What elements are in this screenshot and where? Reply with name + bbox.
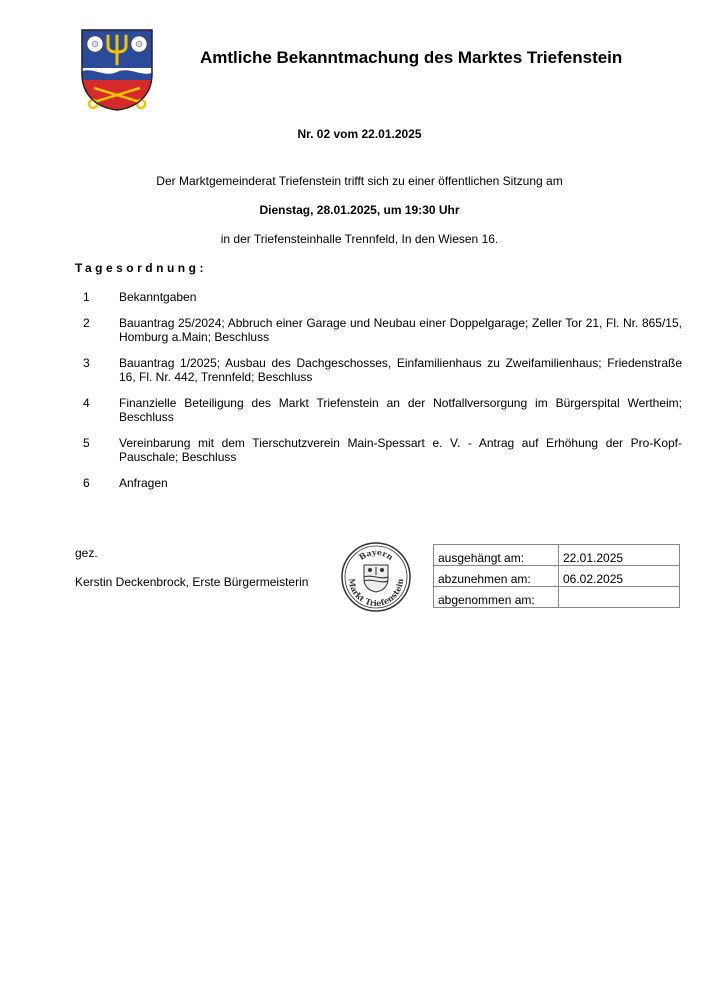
agenda-heading: Tagesordnung:: [75, 261, 207, 275]
posting-value: 06.02.2025: [559, 566, 680, 587]
posting-table: [433, 544, 680, 608]
official-seal-icon: [340, 541, 412, 613]
posting-value: [559, 587, 680, 608]
table-row: [434, 566, 680, 587]
table-row: [434, 587, 680, 608]
coat-of-arms-icon: [80, 28, 154, 112]
posting-label: abgenommen am:: [434, 587, 559, 608]
posting-label: ausgehängt am:: [434, 545, 559, 566]
notice-number: Nr. 02 vom 22.01.2025: [297, 127, 422, 141]
agenda-item-text: Anfragen: [119, 476, 168, 490]
agenda-item-number: 4: [83, 396, 90, 410]
agenda-item-number: 5: [83, 436, 90, 450]
page-title: Amtliche Bekanntmachung des Marktes Triefenstein: [200, 48, 623, 67]
agenda-item-text: Finanzielle Beteiligung des Markt Triefenstein an der Notfallversorgung im Bürgerspital Wertheim; Beschluss: [119, 396, 682, 424]
agenda-item-text: Vereinbarung mit dem Tierschutzverein Main-Spessart e. V. - Antrag auf Erhöhung der Pro-Kopf-Pauschale; Beschluss: [119, 436, 682, 464]
agenda-item-number: 6: [83, 476, 90, 490]
meeting-venue: in der Triefensteinhalle Trennfeld, In den Wiesen 16.: [220, 232, 499, 246]
table-row: [434, 545, 680, 566]
agenda-item-text: Bekanntgaben: [119, 290, 197, 304]
agenda-item-number: 2: [83, 316, 90, 330]
agenda-item-text: Bauantrag 1/2025; Ausbau des Dachgeschosses, Einfamilienhaus zu Zweifamilienhaus; Friedenstraße 16, Fl. Nr. 442, Trennfeld; Beschluss: [119, 356, 682, 384]
signer-name: Kerstin Deckenbrock, Erste Bürgermeisterin: [75, 575, 309, 589]
agenda-item-number: 1: [83, 290, 90, 304]
seal-bottom-text: Markt Triefenstein: [346, 577, 406, 609]
agenda-item-number: 3: [83, 356, 90, 370]
posting-label: abzunehmen am:: [434, 566, 559, 587]
notice-intro: Der Marktgemeinderat Triefenstein trifft sich zu einer öffentlichen Sitzung am: [156, 174, 563, 188]
posting-value: 22.01.2025: [559, 545, 680, 566]
seal-top-text: Bayern: [356, 546, 396, 563]
agenda-item-text: Bauantrag 25/2024; Abbruch einer Garage und Neubau einer Doppelgarage; Zeller Tor 21, Fl. Nr. 865/15, Homburg a.Main; Beschluss: [119, 316, 682, 344]
meeting-datetime: Dienstag, 28.01.2025, um 19:30 Uhr: [259, 203, 460, 217]
signature-gez: gez.: [75, 546, 98, 560]
